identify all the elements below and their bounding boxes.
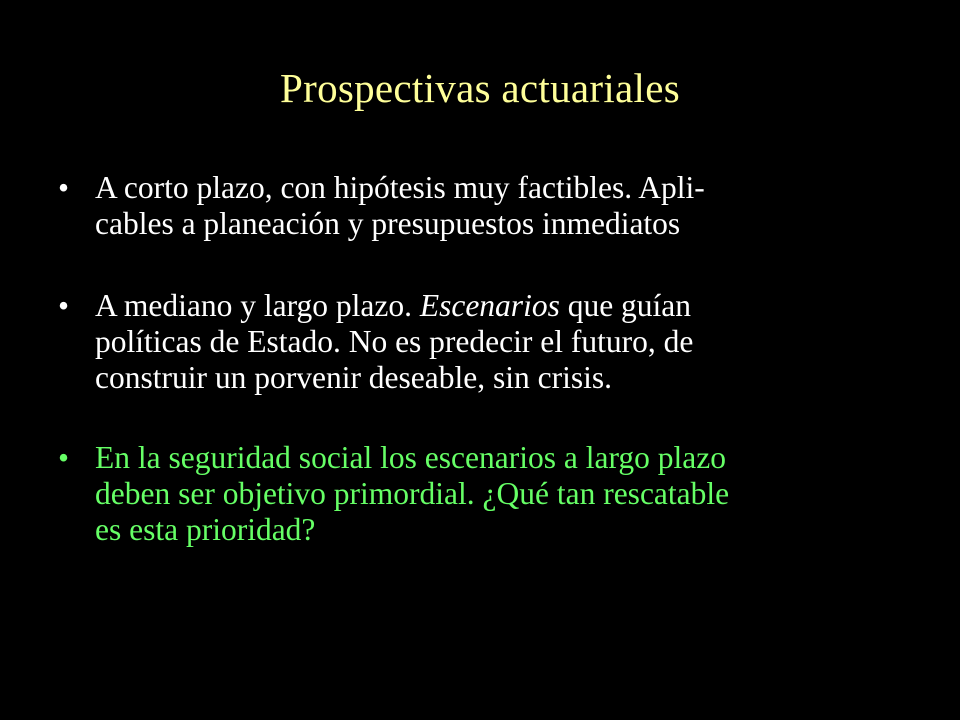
bullet-text-line: es esta prioridad?: [95, 512, 316, 547]
slide-title: Prospectivas actuariales: [280, 65, 680, 111]
bullet-list: [58, 170, 908, 594]
bullet-item-short-term: [58, 170, 908, 242]
bullet-text-line: deben ser objetivo primordial. ¿Qué tan rescatable: [95, 476, 730, 511]
bullet-text-emphasis: Escenarios: [419, 288, 560, 323]
bullet-icon: •: [58, 440, 70, 475]
bullet-text-line: construir un porvenir deseable, sin crisis.: [95, 360, 612, 395]
bullet-text-line: A corto plazo, con hipótesis muy factibles. Apli-: [95, 170, 705, 205]
bullet-text-line: [95, 288, 908, 324]
bullet-item-social-security: [58, 440, 908, 548]
bullet-text-line: cables a planeación y presupuestos inmediatos: [95, 206, 681, 241]
bullet-icon: •: [58, 288, 70, 323]
bullet-text-line: políticas de Estado. No es predecir el futuro, de: [95, 324, 694, 359]
bullet-item-long-term: [58, 288, 908, 396]
bullet-icon: •: [58, 170, 70, 205]
bullet-text-line: En la seguridad social los escenarios a largo plazo: [95, 440, 726, 475]
bullet-text-segment: A mediano y largo plazo.: [95, 288, 420, 323]
bullet-text-segment: que guían: [559, 288, 692, 323]
